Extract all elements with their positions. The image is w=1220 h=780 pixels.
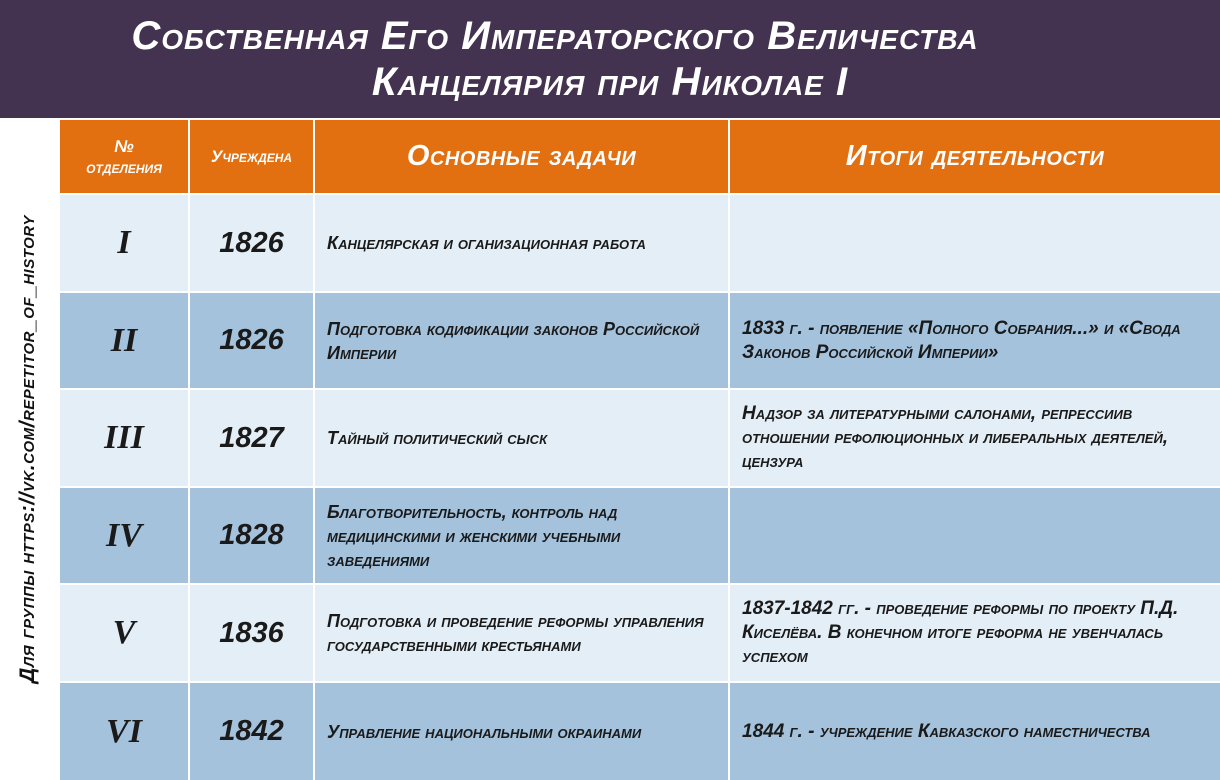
- department-number: I: [59, 194, 189, 292]
- results-cell: [729, 194, 1220, 292]
- table-row: [59, 682, 1220, 780]
- main-tasks-cell: Управление национальными окраинами: [314, 682, 729, 780]
- header-num-label: отделения: [86, 157, 162, 177]
- department-number: IV: [59, 487, 189, 584]
- department-number: II: [59, 292, 189, 389]
- page-title-line-1: Собственная Его Императорского Величества: [131, 14, 979, 58]
- header-established: Учреждена: [189, 119, 314, 194]
- results-cell: [729, 487, 1220, 584]
- results-cell: 1844 г. - учреждение Кавказского наместничества: [729, 682, 1220, 780]
- table-row: [59, 487, 1220, 584]
- results-cell: 1833 г. - появление «Полного Собрания...» и «Свода Законов Российской Империи»: [729, 292, 1220, 389]
- table-row: [59, 292, 1220, 389]
- main-tasks-cell: Подготовка кодификации законов Российской Империи: [314, 292, 729, 389]
- established-year: 1836: [189, 584, 314, 682]
- main-tasks-cell: Тайный политический сыск: [314, 389, 729, 487]
- department-number: VI: [59, 682, 189, 780]
- established-year: 1827: [189, 389, 314, 487]
- table-row: [59, 194, 1220, 292]
- table-row: [59, 389, 1220, 487]
- header-results: Итоги деятельности: [729, 119, 1220, 194]
- established-year: 1826: [189, 292, 314, 389]
- results-cell: Надзор за литературными салонами, репрессиив отношении рефолюционных и либеральных деятелей, цензура: [729, 389, 1220, 487]
- header-num-symbol: №: [114, 136, 134, 156]
- department-number: III: [59, 389, 189, 487]
- page-title-line-2: Канцелярия при Николае I: [371, 60, 849, 104]
- main-tasks-cell: Благотворительность, контроль над медицинскими и женскими учебными заведениями: [314, 487, 729, 584]
- chancellery-table: [58, 118, 1220, 780]
- side-note-text: Для группы https://vk.com/repetitor_of_history: [16, 215, 39, 683]
- title-banner: [0, 0, 1220, 118]
- table-header-row: [59, 119, 1220, 194]
- results-cell: 1837-1842 гг. - проведение реформы по проекту П.Д. Киселёва. В конечном итоге реформа не увенчалась успехом: [729, 584, 1220, 682]
- header-department-number: [59, 119, 189, 194]
- main-tasks-cell: Канцелярская и оганизационная работа: [314, 194, 729, 292]
- table-row: [59, 584, 1220, 682]
- department-number: V: [59, 584, 189, 682]
- main-tasks-cell: Подготовка и проведение реформы управления государственными крестьянами: [314, 584, 729, 682]
- established-year: 1826: [189, 194, 314, 292]
- established-year: 1842: [189, 682, 314, 780]
- header-main-tasks: Основные задачи: [314, 119, 729, 194]
- side-note-strip: [0, 118, 56, 780]
- established-year: 1828: [189, 487, 314, 584]
